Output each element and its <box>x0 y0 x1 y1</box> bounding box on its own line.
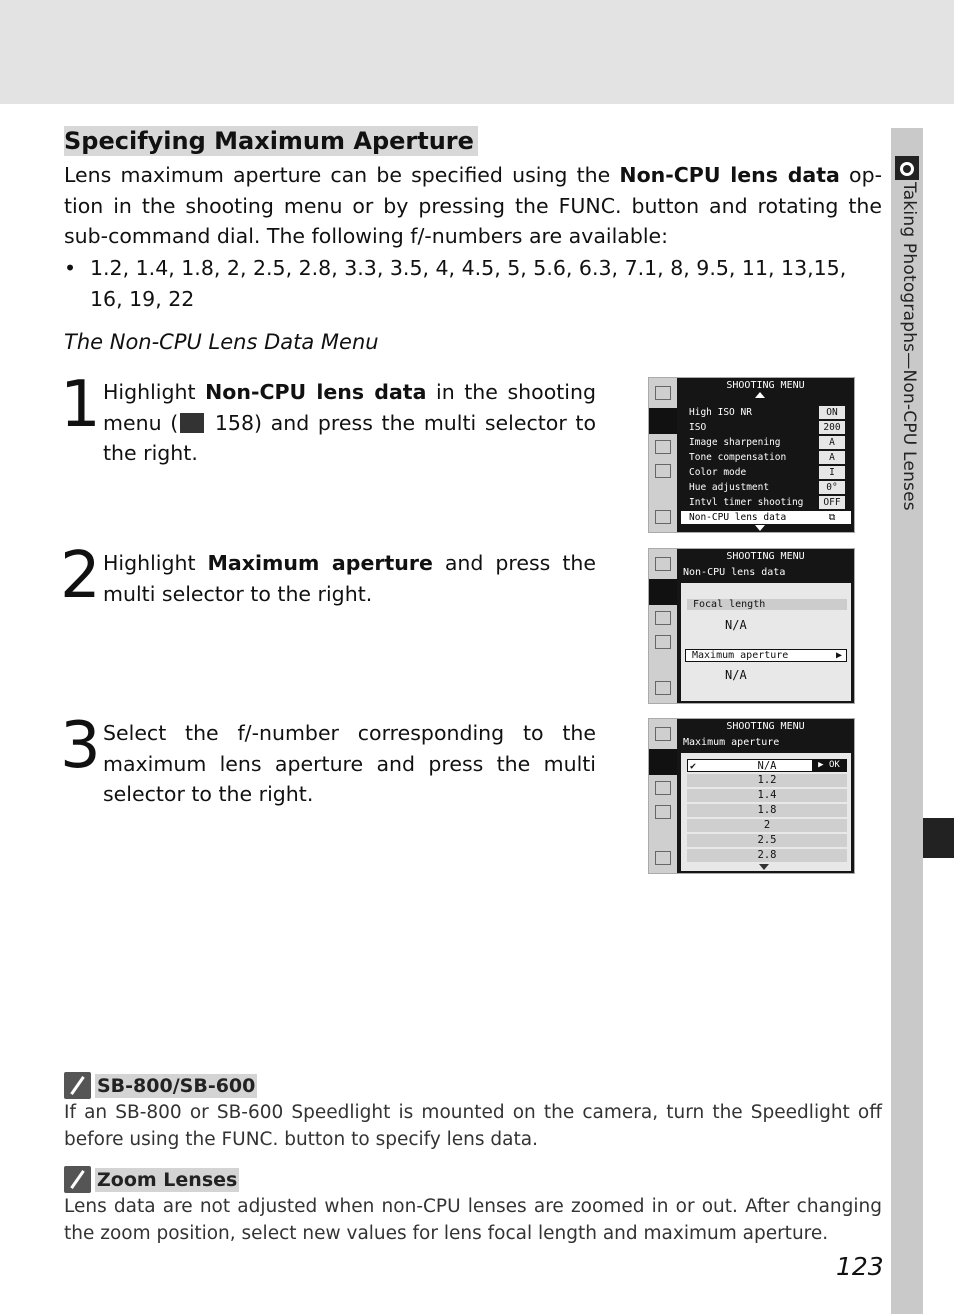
menu-rail <box>649 549 677 703</box>
menu-value: A <box>819 436 845 449</box>
menu-item: High ISO NR <box>689 407 752 418</box>
menu-value: 200 <box>819 421 845 434</box>
submenu-title: Non-CPU lens data <box>683 567 786 578</box>
arrow-right-icon: ▶ <box>835 650 842 661</box>
lcd-screen-shooting-menu <box>648 377 855 533</box>
intro-paragraph: Lens maximum aperture can be specified using the Non-CPU lens data op-tion in the shooting menu or by pressing the FUNC. button and rotating the sub-command dial. The following f/-numbers are available: <box>64 163 882 248</box>
check-icon: ✔ <box>690 761 697 772</box>
scroll-down-icon <box>755 525 765 531</box>
aperture-option: 2 <box>687 819 847 832</box>
chapter-marker <box>923 818 954 858</box>
step-text: Highlight Maximum aperture and press the multi selector to the right. <box>103 551 596 606</box>
note-sb800-body: If an SB-800 or SB-600 Speedlight is mounted on the camera, turn the Speedlight off before using the FUNC. button to specify lens data. <box>64 1102 882 1150</box>
subheading: The Non-CPU Lens Data Menu <box>64 330 379 354</box>
aperture-values: 1.2, 1.4, 1.8, 2, 2.5, 2.8, 3.3, 3.5, 4, 4.5, 5, 5.6, 6.3, 7.1, 8, 9.5, 11, 13,15, 16, 19, 22 <box>90 256 847 311</box>
menu-item: ISO <box>689 422 707 433</box>
note-zoom-body: Lens data are not adjusted when non-CPU lenses are zoomed in or out. After changing the zoom position, select new values for lens focal length and maximum aperture. <box>64 1196 882 1244</box>
menu-value: 0° <box>819 481 845 494</box>
menu-item: Hue adjustment <box>689 482 770 493</box>
menu-header: SHOOTING MENU <box>726 721 805 732</box>
aperture-option: 1.4 <box>687 789 847 802</box>
menu-item: Tone compensation <box>689 452 787 463</box>
note-zoom-heading: Zoom Lenses <box>64 1166 239 1193</box>
camera-icon <box>649 579 677 605</box>
note-pencil-icon <box>64 1166 91 1193</box>
lcd-screen-max-aperture <box>648 718 855 874</box>
menu-value: ⧉ <box>819 511 845 524</box>
section-title: Specifying Maximum Aperture <box>64 126 478 156</box>
playback-icon <box>655 557 671 571</box>
menu-item-selected: Non-CPU lens data <box>681 511 851 524</box>
menu-rail <box>649 378 677 532</box>
menu-value: ON <box>819 406 845 419</box>
menu-item: Intvl timer shooting <box>689 497 804 508</box>
recent-icon <box>655 851 671 865</box>
ok-tag: ▶ OK <box>812 760 846 771</box>
aperture-option: 2.8 <box>687 849 847 862</box>
lcd-display <box>677 549 854 703</box>
pencil-icon <box>655 440 671 454</box>
menu-option-name: Non-CPU lens data <box>619 163 840 187</box>
page-ref-icon <box>180 413 204 433</box>
aperture-list-panel <box>681 753 851 871</box>
menu-rail <box>649 719 677 873</box>
menu-header: SHOOTING MENU <box>726 551 805 562</box>
chapter-label: Taking Photographs—Non-CPU Lenses <box>899 182 919 511</box>
menu-value: OFF <box>819 496 845 509</box>
submenu-title: Maximum aperture <box>683 737 780 748</box>
playback-icon <box>655 727 671 741</box>
menu-value: I <box>819 466 845 479</box>
scroll-down-icon <box>759 864 769 870</box>
note-pencil-icon <box>64 1072 91 1099</box>
pencil-icon <box>655 611 671 625</box>
recent-icon <box>655 510 671 524</box>
scroll-up-icon <box>755 392 765 398</box>
note-sb800-heading: SB-800/SB-600 <box>64 1072 257 1099</box>
max-aperture-label: Maximum aperture ▶ <box>685 649 847 662</box>
page-number: 123 <box>836 1252 884 1281</box>
aperture-list <box>64 253 882 314</box>
step-text: Select the f/-number corresponding to the maximum lens aperture and press the multi selector to the right. <box>103 721 596 806</box>
max-aperture-value: N/A <box>725 668 747 682</box>
lcd-screen-lens-data <box>648 548 855 704</box>
step-number: 3 <box>60 709 101 783</box>
pencil-icon <box>655 781 671 795</box>
focal-length-label: Focal length <box>687 599 847 610</box>
menu-value: A <box>819 451 845 464</box>
header-band <box>0 0 954 104</box>
camera-icon <box>895 156 919 180</box>
playback-icon <box>655 386 671 400</box>
submenu-panel <box>681 583 851 701</box>
lcd-display <box>677 719 854 873</box>
aperture-option: 1.2 <box>687 774 847 787</box>
aperture-option: 2.5 <box>687 834 847 847</box>
wrench-icon <box>655 805 671 819</box>
menu-item: Color mode <box>689 467 747 478</box>
menu-header: SHOOTING MENU <box>726 380 805 391</box>
aperture-option-selected: ✔ N/A ▶ OK <box>687 759 847 772</box>
recent-icon <box>655 681 671 695</box>
bullet-icon: • <box>64 256 77 280</box>
aperture-option: 1.8 <box>687 804 847 817</box>
wrench-icon <box>655 635 671 649</box>
camera-icon <box>649 749 677 775</box>
focal-length-value: N/A <box>725 618 747 632</box>
lcd-display <box>677 378 854 532</box>
menu-item: Image sharpening <box>689 437 781 448</box>
camera-icon <box>649 408 677 434</box>
step-number: 2 <box>60 539 101 613</box>
step-text: Highlight Non-CPU lens data in the shooting menu ( 158) and press the multi selector to the right. <box>103 380 596 465</box>
wrench-icon <box>655 464 671 478</box>
step-number: 1 <box>60 368 101 442</box>
